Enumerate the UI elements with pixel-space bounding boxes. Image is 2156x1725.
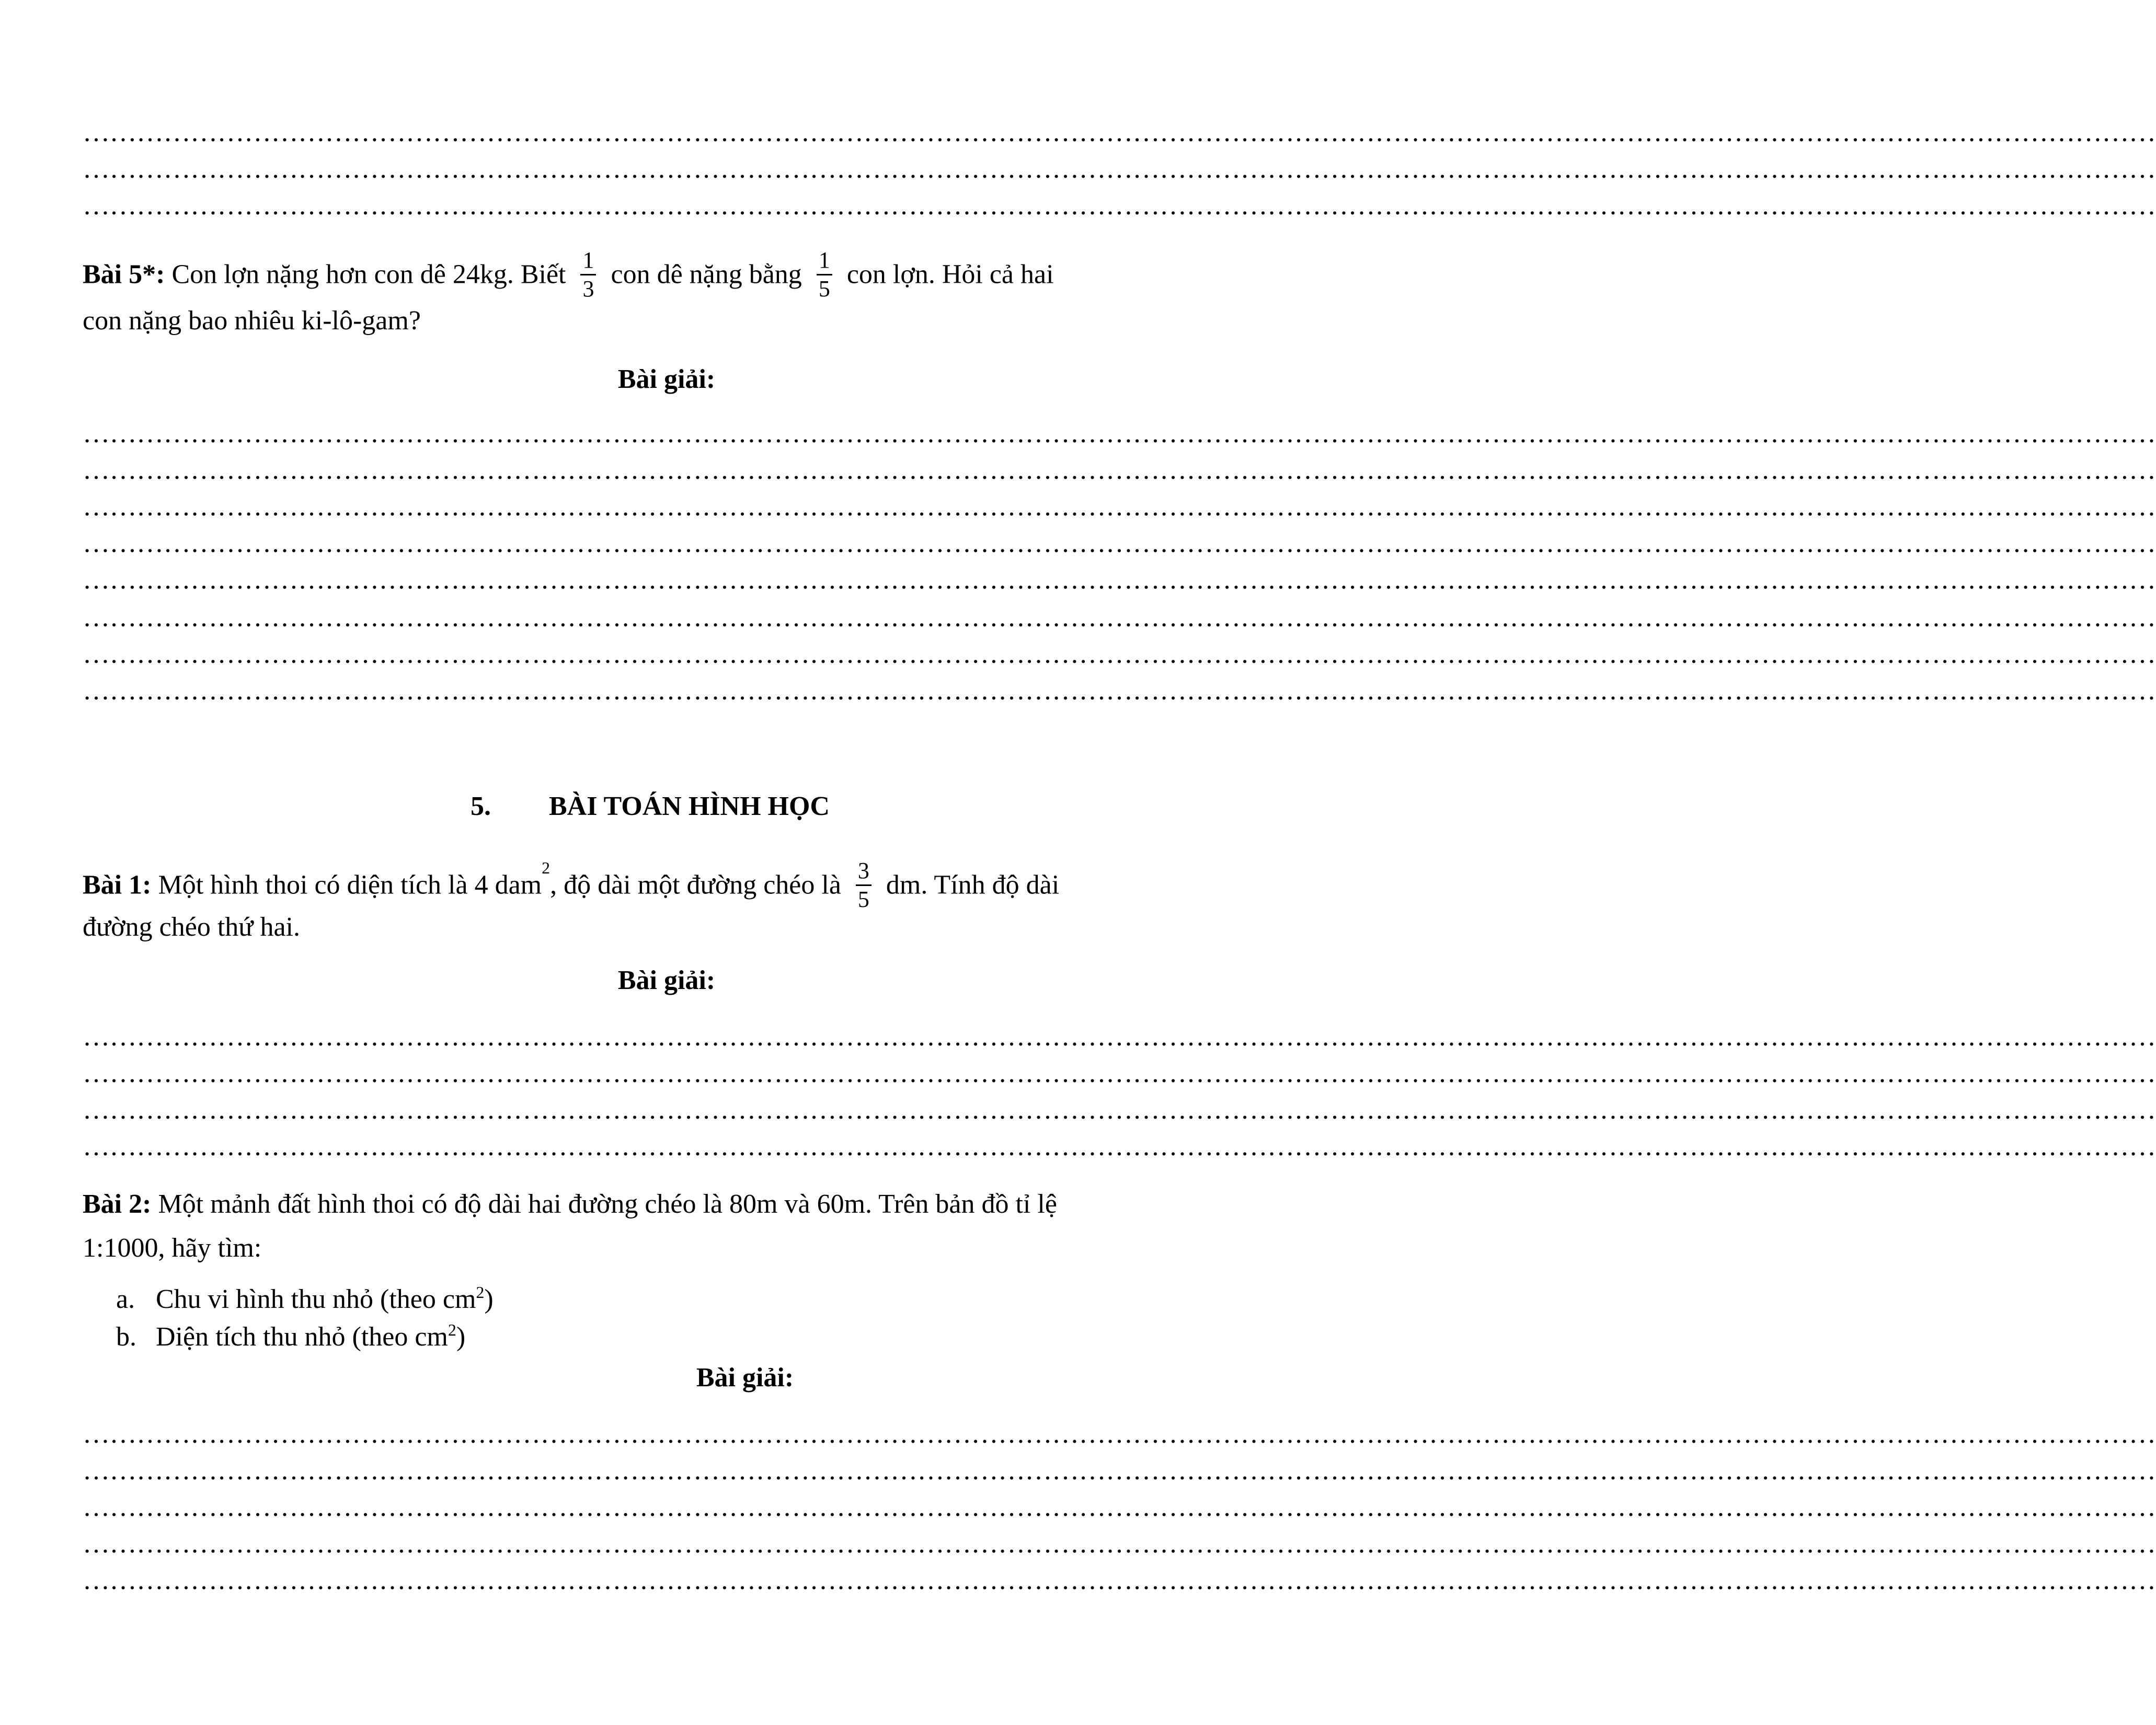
answer-line: …………………………………………………………………………………………………………………………………………………………………………………………………………… [83, 1022, 2156, 1052]
answer-line: …………………………………………………………………………………………………………………………………………………………………………………………………………… [83, 419, 2156, 448]
answer-line: …………………………………………………………………………………………………………………………………………………………………………………………………………… [83, 1095, 2156, 1125]
exercise-1-label: Bài 1: [83, 870, 152, 900]
answer-line: …………………………………………………………………………………………………………………………………………………………………………………………………………… [83, 676, 2156, 706]
list-item-text: Diện tích thu nhỏ (theo cm [156, 1322, 448, 1352]
answer-line: …………………………………………………………………………………………………………………………………………………………………………………………………………… [83, 118, 2156, 147]
exercise-5-label: Bài 5*: [83, 259, 165, 290]
exercise-5-line2: con nặng bao nhiêu ki-lô-gam? [83, 306, 421, 336]
closing-paren: ) [484, 1284, 494, 1314]
exercise-1-line1 [83, 858, 1254, 913]
exercise-5-text: con lợn. Hỏi cả hai [846, 259, 1054, 290]
exercise-1-text: , độ dài một đường chéo là [550, 870, 841, 900]
answer-line: …………………………………………………………………………………………………………………………………………………………………………………………………………… [83, 603, 2156, 632]
answer-line: …………………………………………………………………………………………………………………………………………………………………………………………………………… [83, 492, 2156, 522]
superscript: 2 [448, 1320, 456, 1339]
list-item-label: a. [116, 1284, 135, 1314]
exercise-5-line1 [83, 247, 1254, 303]
answer-line: …………………………………………………………………………………………………………………………………………………………………………………………………………… [83, 455, 2156, 485]
answer-line: …………………………………………………………………………………………………………………………………………………………………………………………………………… [83, 1492, 2156, 1522]
solution-heading: Bài giải: [617, 364, 716, 394]
answer-line: …………………………………………………………………………………………………………………………………………………………………………………………………………… [83, 1456, 2156, 1486]
answer-line: …………………………………………………………………………………………………………………………………………………………………………………………………………… [83, 1059, 2156, 1088]
closing-paren: ) [456, 1322, 466, 1352]
list-item-label: b. [116, 1322, 136, 1352]
answer-line: …………………………………………………………………………………………………………………………………………………………………………………………………………… [83, 565, 2156, 595]
list-item [116, 1283, 494, 1314]
superscript: 2 [542, 858, 551, 877]
exercise-1-line2: đường chéo thứ hai. [83, 912, 300, 942]
answer-line: …………………………………………………………………………………………………………………………………………………………………………………………………………… [83, 639, 2156, 669]
fraction-one-fifth: $\frac{1}{5}$ [817, 249, 832, 301]
exercise-2-text: Một mảnh đất hình thoi có độ dài hai đường chéo là 80m và 60m. Trên bản đồ tỉ lệ [158, 1189, 1057, 1219]
solution-heading: Bài giải: [617, 965, 716, 995]
exercise-2-line2: 1:1000, hãy tìm: [83, 1233, 262, 1263]
answer-line: …………………………………………………………………………………………………………………………………………………………………………………………………………… [83, 191, 2156, 221]
answer-line: …………………………………………………………………………………………………………………………………………………………………………………………………………… [83, 1419, 2156, 1449]
answer-line: …………………………………………………………………………………………………………………………………………………………………………………………………………… [83, 1566, 2156, 1595]
exercise-5-text: con dê nặng bằng [611, 259, 802, 290]
section-number: 5. [471, 791, 491, 821]
section-heading [471, 793, 830, 820]
exercise-2-line1 [83, 1191, 1254, 1218]
answer-line: …………………………………………………………………………………………………………………………………………………………………………………………………………… [83, 528, 2156, 558]
fraction-one-third: $\frac{1}{3}$ [580, 249, 596, 301]
solution-heading: Bài giải: [696, 1363, 794, 1393]
section-title: BÀI TOÁN HÌNH HỌC [549, 791, 830, 821]
list-item [116, 1320, 466, 1352]
exercise-5-text: Con lợn nặng hơn con dê 24kg. Biết [171, 259, 566, 290]
exercise-2-label: Bài 2: [83, 1189, 152, 1219]
answer-line: …………………………………………………………………………………………………………………………………………………………………………………………………………… [83, 1132, 2156, 1162]
exercise-1-text: Một hình thoi có diện tích là 4 dam [158, 870, 542, 900]
exercise-1-text: dm. Tính độ dài [886, 870, 1060, 900]
fraction-three-fifths: $\frac{3}{5}$ [856, 859, 871, 911]
list-item-text: Chu vi hình thu nhỏ (theo cm [156, 1284, 476, 1314]
superscript: 2 [476, 1283, 485, 1302]
answer-line: …………………………………………………………………………………………………………………………………………………………………………………………………………… [83, 154, 2156, 184]
answer-line: …………………………………………………………………………………………………………………………………………………………………………………………………………… [83, 1529, 2156, 1559]
